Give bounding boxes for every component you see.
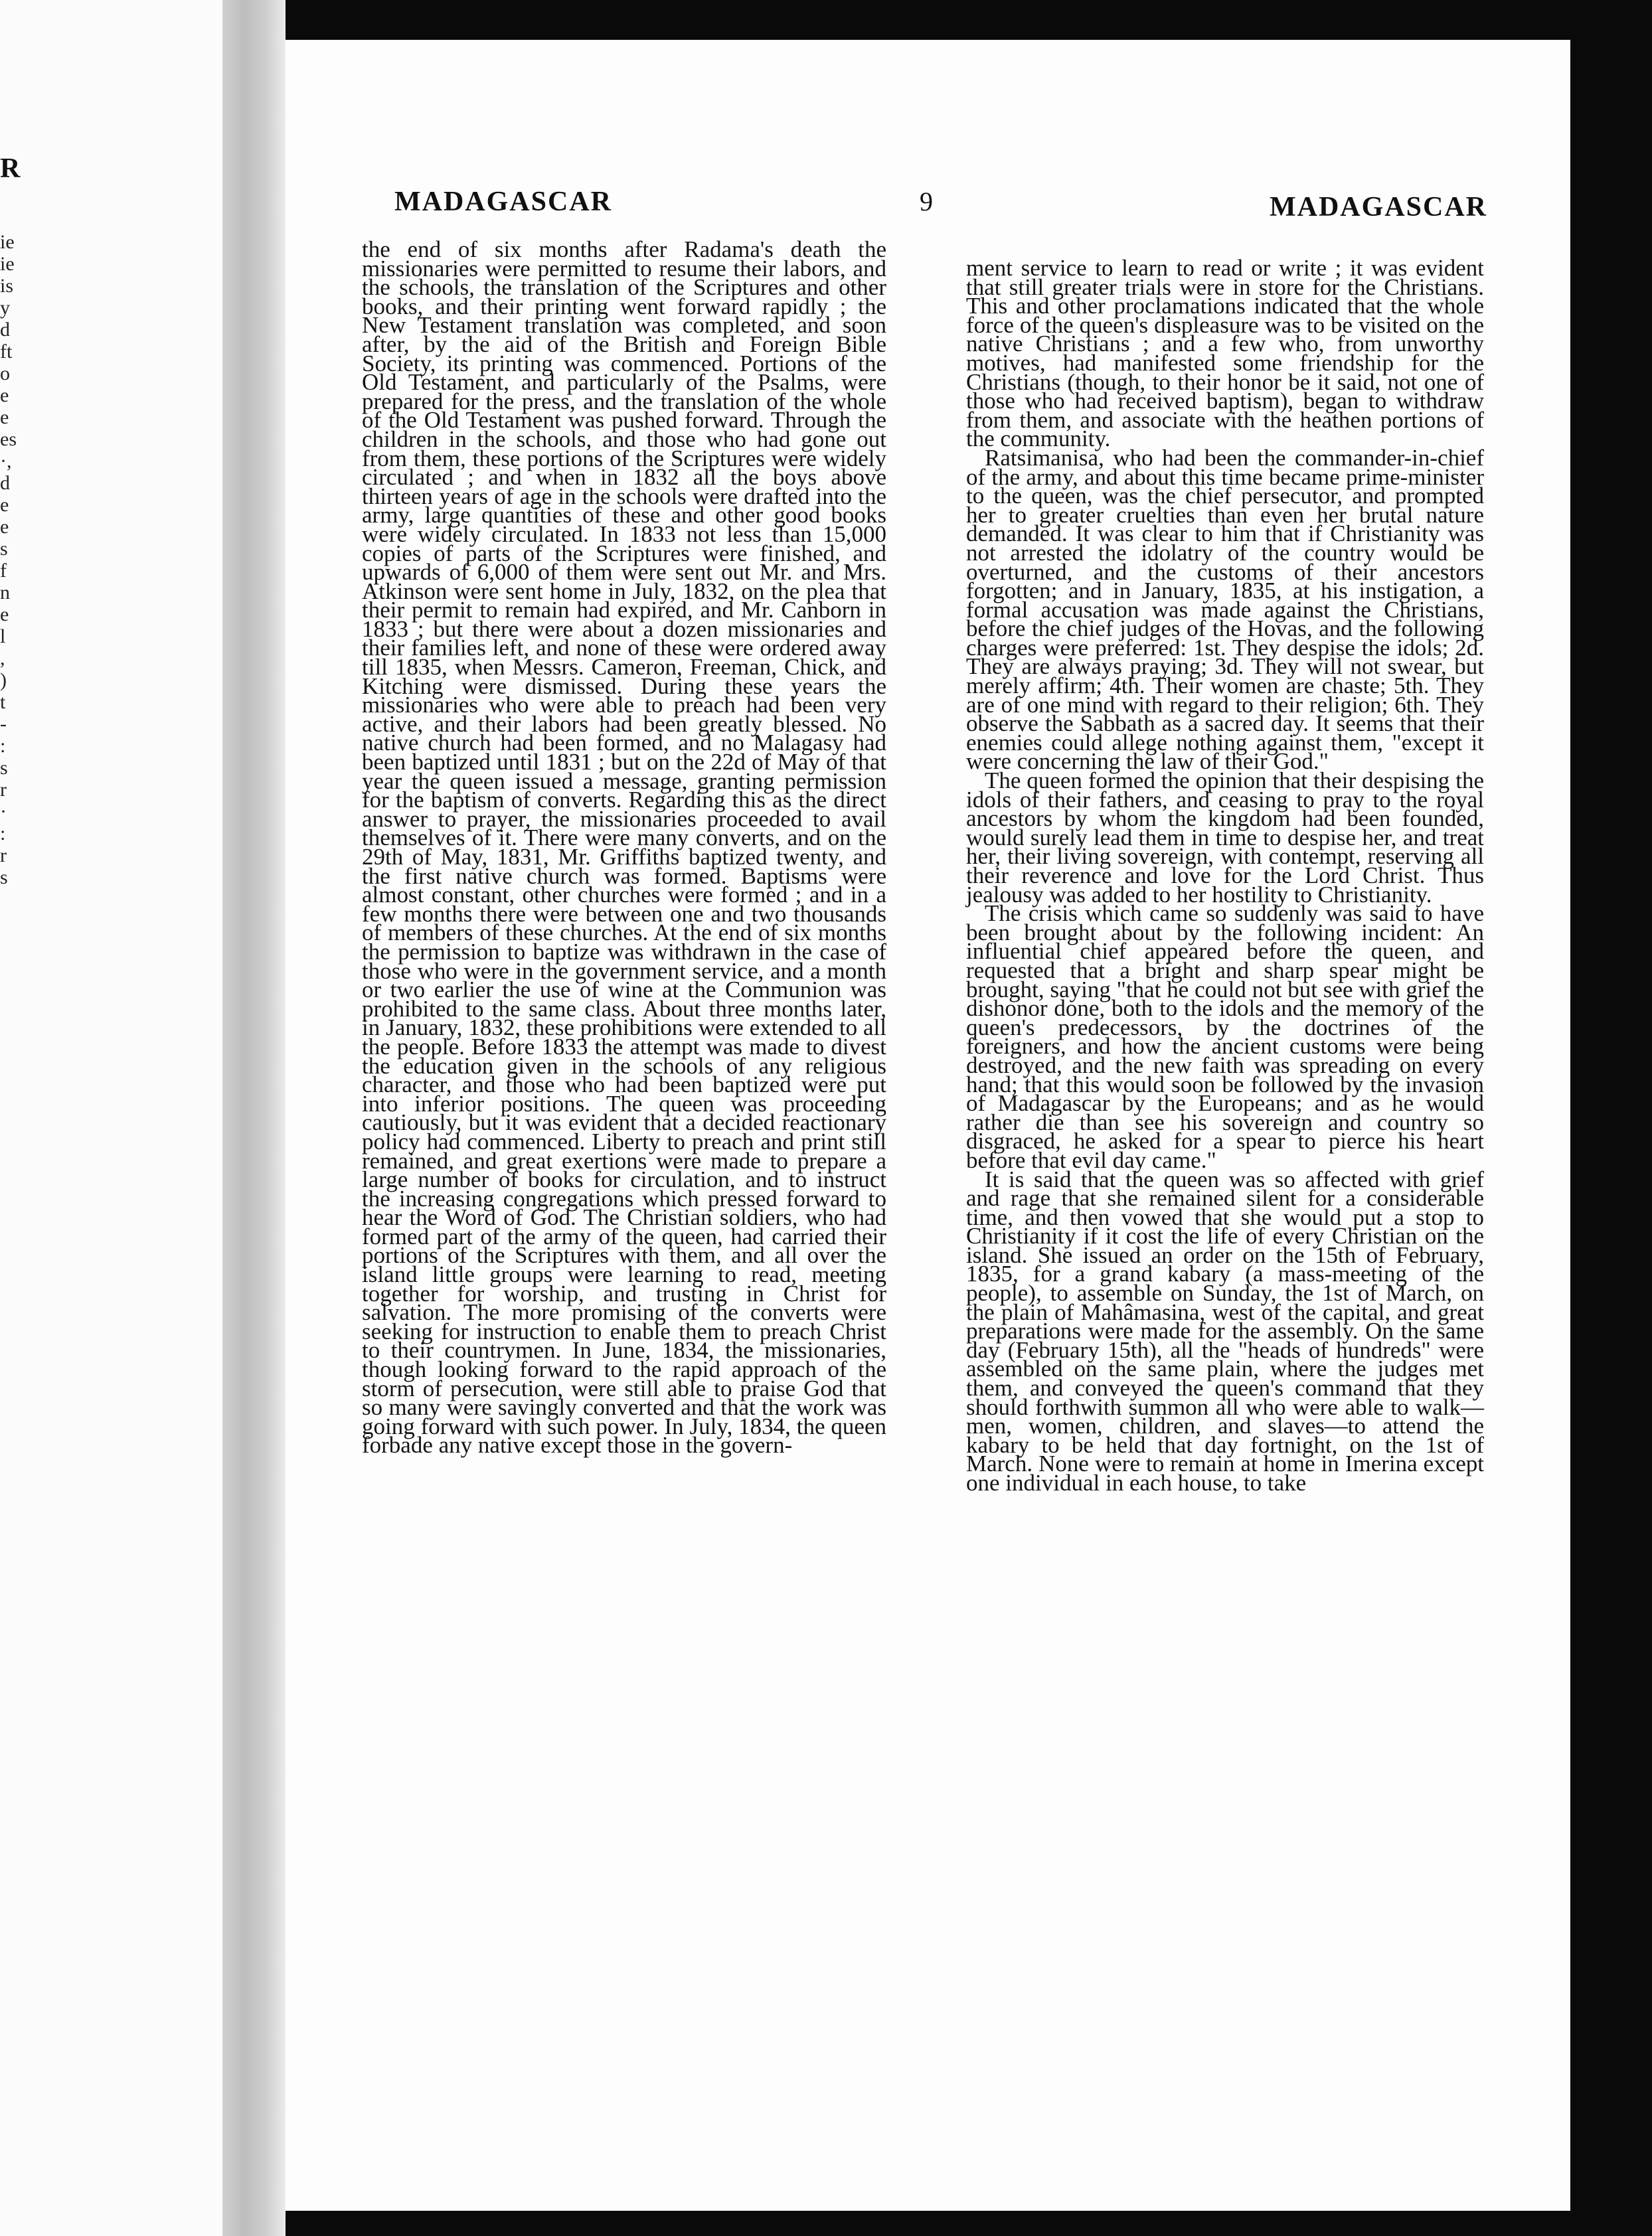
gutter-shadow [222,0,286,2236]
facing-line-fragment: - [0,713,7,735]
facing-line-fragment: es [0,428,17,450]
facing-line-fragment: f [0,560,7,582]
facing-line-fragment: ie [0,231,15,253]
facing-line-fragment: s [0,538,8,560]
facing-line-fragment: r [0,779,7,801]
left-column [362,236,886,1459]
facing-page-fragments [0,153,27,888]
facing-line-fragment: ) [0,669,7,691]
facing-line-fragment: s [0,866,8,888]
facing-line-fragment: s [0,757,8,779]
paragraph: the end of six months after Radama's death the missionaries were permitted to resume their labors, and the schools, the translation of the Scriptures and other books, and their printing went forward rapidly ; the New Testament translation was completed, and soon after, by the aid of the British and Foreign Bible Society, its printing was commenced. Portions of the Old Testament, and particularly of the Psalms, were prepared for the press, and the translation of the whole of the Old Testament was pushed forward. Through the children in the schools, and those who had gone out from them, these portions of the Scriptures were widely circulated ; and when in 1832 all the boys above thirteen years of age in the schools were drafted into the army, large quantities of these and other good books were widely circulated. In 1833 not less than 15,000 copies of parts of the Scriptures were finished, and upwards of 6,000 of them were sent out Mr. and Mrs. Atkinson were sent home in July, 1832, on the plea that their permit to remain had expired, and Mr. Canborn in 1833 ; but there were about a dozen missionaries and their families left, and none of these were ordered away till 1835, when Messrs. Cameron, Freeman, Chick, and Kitching were dismissed. During these years the missionaries who were able to preach had been very active, and their labors had been greatly blessed. No native church had been formed, and no Malagasy had been baptized until 1831 ; but on the 22d of May of that year the queen issued a message, granting permission for the baptism of converts. Regarding this as the direct answer to prayer, the missionaries proceeded to avail themselves of it. There were many converts, and on the 29th of May, 1831, Mr. Griffiths baptized twenty, and the first native church was formed. Baptisms were almost constant, other churches were formed ; and in a few months there were between one and two thousands of members of these churches. At the end of six months the permission to baptize was withdrawn in the case of those who were in the government service, and a month or two earlier the use of wine at the Communion was prohibited to the same class. About three months later, in January, 1832, these prohibitions were extended to all the people. Before 1833 the attempt was made to divest the education given in the schools of any religious character, and those who had been baptized were put into inferior positions. The queen was proceeding cautiously, but it was evident that a decided reactionary policy had commenced. Liberty to preach and print still remained, and great exertions were made to prepare a large number of books for circulation, and to instruct the increasing congregations which pressed forward to hear the Word of God. The Christian soldiers, who had formed part of the army of the queen, had carried their portions of the Scriptures with them, and all over the island little groups were learning to read, meeting together for worship, and trusting in Christ for salvation. The more promising of the converts were seeking for instruction to enable them to preach Christ to their countrymen. In June, 1834, the missionaries, though looking forward to the rapid approach of the storm of persecution, were still able to praise God that so many were savingly converted and that the work was going forward with such power. In July, 1834, the queen forbade any native except those in the govern- [362,236,886,1459]
page-number: 9 [920,187,933,216]
facing-line-fragment: ft [0,341,13,362]
facing-line-fragment: n [0,582,10,603]
facing-line-fragment: · [0,801,7,823]
facing-line-fragment: ie [0,253,15,275]
running-header [286,186,1570,226]
header-title-left: MADAGASCAR [394,187,612,217]
paragraph: The queen formed the opinion that their despising the idols of their fathers, and ceasing to pray to the royal ancestors by whom the kingdom had been founded, would surely lead them in time to despise her, and treat her, their living sovereign, with contempt, reserving all their reverence and love for the Lord Christ. Thus jealousy was added to her hostility to Christianity. [966,767,1484,908]
facing-line-fragment: e [0,516,9,538]
paragraph: ment service to learn to read or write ; it was evident that still greater trials were in store for the Christians. This and other proclamations indicated that the whole force of the queen's displeasure was to be visited on the native Christians ; and a few who, from unworthy motives, had manifested some friendship for the Christians (though, to their honor be it said, not one of those who had received baptism), began to withdraw from them, and associate with the heathen portions of the community. [966,255,1484,452]
facing-line-fragment: y [0,297,10,319]
paragraph: It is said that the queen was so affected with grief and rage that she remained silent for a considerable time, and then vowed that she would put a stop to Christianity if it cost the life of every Christian on the island. She issued an order on the 15th of February, 1835, for a grand kabary (a mass-meeting of the people), to assemble on Sunday, the 1st of March, on the plain of Mahâmasina, west of the capital, and great preparations were made for the assembly. On the same day (February 15th), all the "heads of hundreds" were assembled on the same plain, where the judges met them, and conveyed the queen's command that they should forthwith summon all who were able to walk—men, women, children, and slaves—to attend the kabary to be held that day fortnight, on the 1st of March. None were to remain at home in Imerina except one individual in each house, to take [966,1166,1484,1496]
facing-line-fragment: d [0,472,10,494]
facing-line-fragment: e [0,494,9,516]
facing-page [0,0,222,2236]
right-column [966,255,1484,1496]
facing-line-fragment: e [0,406,9,428]
facing-line-fragment: ·, [0,450,12,472]
facing-line-fragment: e [0,384,9,406]
facing-line-fragment: e [0,603,9,625]
paragraph: The crisis which came so suddenly was said to have been brought about by the following incident: An influential chief appeared before the queen, and requested that a bright and sharp spear might be brought, saying "that he could not but see with grief the dishonor done, both to the idols and the memory of the queen's predecessors, by the doctrines of the foreigners, and how the ancient customs were being destroyed, and the new faith was spreading on every hand; that this would soon be followed by the invasion of Madagascar by the Europeans; and as he would rather die than see his sovereign and country so disgraced, he asked for a spear to pierce his heart before that evil day came." [966,900,1484,1173]
facing-line-fragment: is [0,275,14,297]
facing-line-fragment: , [0,647,5,669]
paragraph: Ratsimanisa, who had been the commander-in-chief of the army, and about this time became prime-minister to the queen, was the chief persecutor, and prompted her to greater cruelties than even her brutal nature demanded. It was clear to him that if Christianity was not arrested the idolatry of the country would be overturned, and the customs of their ancestors forgotten; and in January, 1835, at his instigation, a formal accusation was made against the Christians, before the chief judges of the Hovas, and the following charges were preferred: 1st. They despise the idols; 2d. They are always praying; 3d. They will not swear, but merely affirm; 4th. Their women are chaste; 5th. They are of one mind with regard to their religion; 6th. They observe the Sabbath as a sacred day. It seems that their enemies could allege nothing against them, "except it were concerning the law of their God." [966,444,1484,775]
facing-header-fragment: R [0,153,21,184]
facing-line-fragment: : [0,823,6,844]
facing-line-fragment: t [0,691,6,713]
facing-line-fragments [0,231,27,888]
page [286,40,1570,2211]
facing-line-fragment: l [0,625,6,647]
facing-line-fragment: r [0,844,7,866]
facing-line-fragment: : [0,735,6,757]
facing-line-fragment: o [0,362,10,384]
facing-line-fragment: d [0,319,10,341]
header-title-right: MADAGASCAR [1270,192,1487,222]
